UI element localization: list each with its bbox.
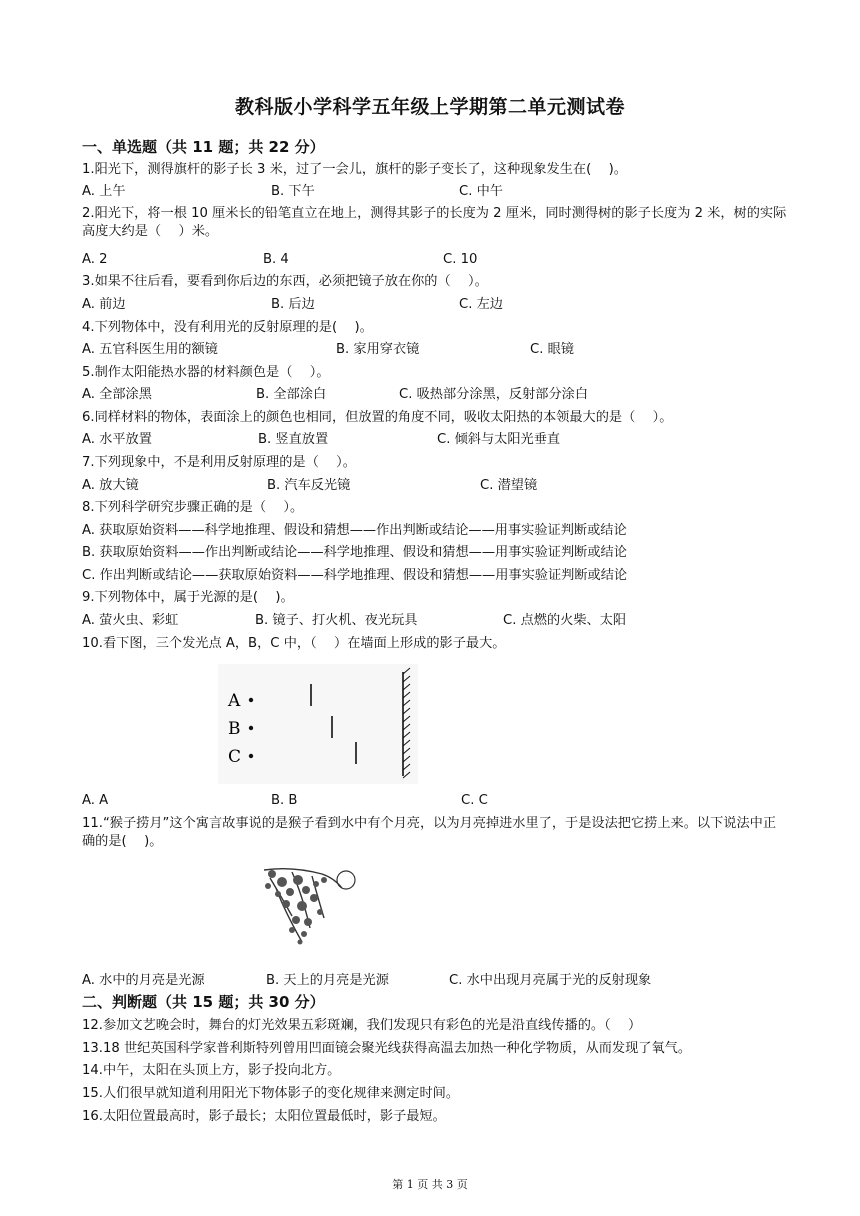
q4-option-a: A. 五官科医生用的额镜 (82, 342, 218, 357)
light-points-diagram (218, 664, 418, 784)
q10-option-c: C. C (461, 793, 488, 808)
q5-option-b: B. 全部涂白 (256, 387, 327, 402)
question-4: 4.下列物体中，没有利用光的反射原理的是( )。 (82, 320, 373, 335)
question-11: 11.“猴子捞月”这个寓言故事说的是猴子看到水中有个月亮，以为月亮掉进水里了，于是设法把它捞上来。以下说法中正确的是( )。 (82, 816, 777, 849)
point-c-dot (249, 754, 253, 758)
q2-option-b: B. 4 (263, 252, 289, 267)
q1-option-b: B. 下午 (271, 184, 315, 199)
point-c-label: C (228, 747, 242, 767)
question-13: 13.18 世纪英国科学家普利斯特列曾用凹面镜会聚光线获得高温去加热一种化学物质，从而发现了氧气。 (82, 1041, 692, 1056)
q3-option-b: B. 后边 (271, 297, 315, 312)
q7-option-c: C. 潜望镜 (480, 478, 538, 493)
q4-option-b: B. 家用穿衣镜 (336, 342, 420, 357)
question-7: 7.下列现象中，不是利用反射原理的是（ ）。 (82, 455, 356, 470)
moon-icon (337, 871, 355, 889)
q8-option-c: C. 作出判断或结论——获取原始资料——科学地推理、假设和猜想——用事实验证判断或结论 (82, 568, 628, 583)
wall-hatching (403, 668, 410, 778)
point-b-dot (249, 726, 253, 730)
point-a-dot (249, 698, 253, 702)
question-9: 9.下列物体中，属于光源的是( )。 (82, 590, 294, 605)
q6-option-c: C. 倾斜与太阳光垂直 (437, 432, 561, 447)
page-footer: 第 1 页 共 3 页 (392, 1178, 468, 1191)
question-1: 1.阳光下，测得旗杆的影子长 3 米，过了一会儿，旗杆的影子变长了，这种现象发生在( )。 (82, 162, 627, 177)
q9-option-c: C. 点燃的火柴、太阳 (503, 613, 627, 628)
question-2: 2.阳光下，将一根 10 厘米长的铅笔直立在地上，测得其影子的长度为 2 厘米，同时测得树的影子长度为 2 米，树的实际高度大约是（ ）米。 (82, 206, 787, 239)
q5-option-c: C. 吸热部分涂黑，反射部分涂白 (399, 387, 589, 402)
point-b-label: B (228, 719, 241, 739)
q2-option-c: C. 10 (443, 252, 478, 267)
q2-option-a: A. 2 (82, 252, 108, 267)
q3-option-c: C. 左边 (459, 297, 503, 312)
tree-leaves (265, 870, 327, 945)
question-5: 5.制作太阳能热水器的材料颜色是（ ）。 (82, 365, 330, 380)
q9-option-a: A. 萤火虫、彩虹 (82, 613, 179, 628)
q3-option-a: A. 前边 (82, 297, 126, 312)
light-points-diagram-svg (218, 664, 418, 784)
point-a-label: A (228, 691, 241, 711)
q6-option-b: B. 竖直放置 (258, 432, 329, 447)
question-8: 8.下列科学研究步骤正确的是（ ）。 (82, 500, 304, 515)
q8-option-b: B. 获取原始资料——作出判断或结论——科学地推理、假设和猜想——用事实验证判断或结论 (82, 545, 627, 560)
question-15: 15.人们很早就知道利用阳光下物体影子的变化规律来测定时间。 (82, 1086, 460, 1101)
q6-option-a: A. 水平放置 (82, 432, 152, 447)
q11-option-a: A. 水中的月亮是光源 (82, 973, 205, 988)
q5-option-a: A. 全部涂黑 (82, 387, 152, 402)
q9-option-b: B. 镜子、打火机、夜光玩具 (255, 613, 418, 628)
question-12: 12.参加文艺晚会时，舞台的灯光效果五彩斑斓，我们发现只有彩色的光是沿直线传播的。（ ） (82, 1018, 642, 1033)
question-3: 3.如果不往后看，要看到你后边的东西，必须把镜子放在你的（ ）。 (82, 274, 488, 289)
monkey-moon-illustration (262, 858, 362, 946)
q7-option-a: A. 放大镜 (82, 478, 139, 493)
q8-option-a: A. 获取原始资料——科学地推理、假设和猜想——作出判断或结论——用事实验证判断或结论 (82, 523, 627, 538)
q1-option-c: C. 中午 (459, 184, 503, 199)
q1-option-a: A. 上午 (82, 184, 126, 199)
question-16: 16.太阳位置最高时，影子最长；太阳位置最低时，影子最短。 (82, 1109, 446, 1124)
q10-option-b: B. B (271, 793, 298, 808)
q7-option-b: B. 汽车反光镜 (267, 478, 351, 493)
q10-option-a: A. A (82, 793, 109, 808)
q11-option-c: C. 水中出现月亮属于光的反射现象 (449, 973, 652, 988)
monkey-moon-svg (262, 858, 362, 946)
section-heading-true-false: 二、判断题（共 15 题；共 30 分） (82, 993, 325, 1011)
question-14: 14.中午，太阳在头顶上方，影子投向北方。 (82, 1063, 341, 1078)
question-10: 10.看下图，三个发光点 A，B，C 中，（ ）在墙面上形成的影子最大。 (82, 636, 506, 651)
section-heading-single-choice: 一、单选题（共 11 题；共 22 分） (82, 138, 325, 156)
page-title: 教科版小学科学五年级上学期第二单元测试卷 (234, 96, 625, 118)
q11-option-b: B. 天上的月亮是光源 (266, 973, 389, 988)
question-6: 6.同样材料的物体，表面涂上的颜色也相同，但放置的角度不同，吸收太阳热的本领最大的是（ ）。 (82, 410, 673, 425)
q4-option-c: C. 眼镜 (530, 342, 574, 357)
